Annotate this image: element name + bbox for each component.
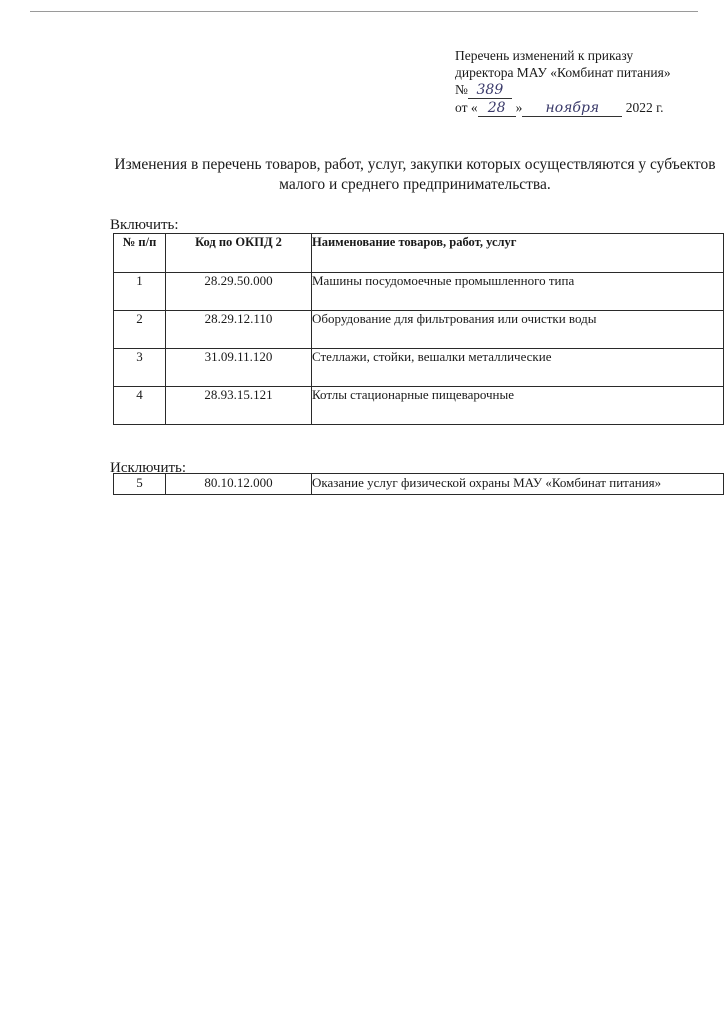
order-reference-line-2: директора МАУ «Комбинат питания» (455, 65, 671, 80)
table-row (114, 349, 724, 387)
document-title: Изменения в перечень товаров, работ, услуг, закупки которых осуществляются у субъектов малого и среднего предпринимательства. (114, 156, 716, 193)
order-date-prefix: от « (455, 100, 478, 115)
row-name: Оборудование для фильтрования или очистки воды (312, 311, 724, 349)
order-reference-line-1: Перечень изменений к приказу (455, 48, 634, 63)
include-table-header (114, 234, 724, 273)
column-header-code: Код по ОКПД 2 (166, 234, 312, 273)
order-date-line (455, 99, 717, 117)
order-number-line (455, 81, 717, 99)
row-code: 28.93.15.121 (166, 387, 312, 425)
exclude-section-label: Исключить: (110, 460, 187, 476)
table-row (114, 387, 724, 425)
order-date-year: 2022 г. (625, 100, 664, 115)
row-code: 28.29.50.000 (166, 273, 312, 311)
row-code: 80.10.12.000 (166, 474, 312, 495)
order-date-day-handwritten: 28 (478, 101, 516, 117)
row-num: 2 (114, 311, 166, 349)
table-row (114, 273, 724, 311)
row-code: 28.29.12.110 (166, 311, 312, 349)
order-date-quote: » (515, 100, 523, 115)
top-rule (30, 11, 698, 12)
order-number-label: № (455, 82, 468, 97)
column-header-name: Наименование товаров, работ, услуг (312, 234, 724, 273)
row-name: Стеллажи, стойки, вешалки металлические (312, 349, 724, 387)
table-row (114, 474, 724, 495)
row-code: 31.09.11.120 (166, 349, 312, 387)
row-name: Оказание услуг физической охраны МАУ «Комбинат питания» (312, 474, 724, 495)
include-section-label: Включить: (110, 217, 179, 233)
row-name: Машины посудомоечные промышленного типа (312, 273, 724, 311)
row-num: 1 (114, 273, 166, 311)
row-num: 5 (114, 474, 166, 495)
column-header-num: № п/п (114, 234, 166, 273)
order-number-handwritten: 389 (468, 83, 512, 99)
order-date-month-handwritten: ноября (522, 101, 622, 117)
table-row (114, 311, 724, 349)
row-num: 3 (114, 349, 166, 387)
row-name: Котлы стационарные пищеварочные (312, 387, 724, 425)
order-reference (455, 47, 717, 117)
exclude-table (113, 473, 724, 495)
include-table (113, 233, 724, 425)
row-num: 4 (114, 387, 166, 425)
